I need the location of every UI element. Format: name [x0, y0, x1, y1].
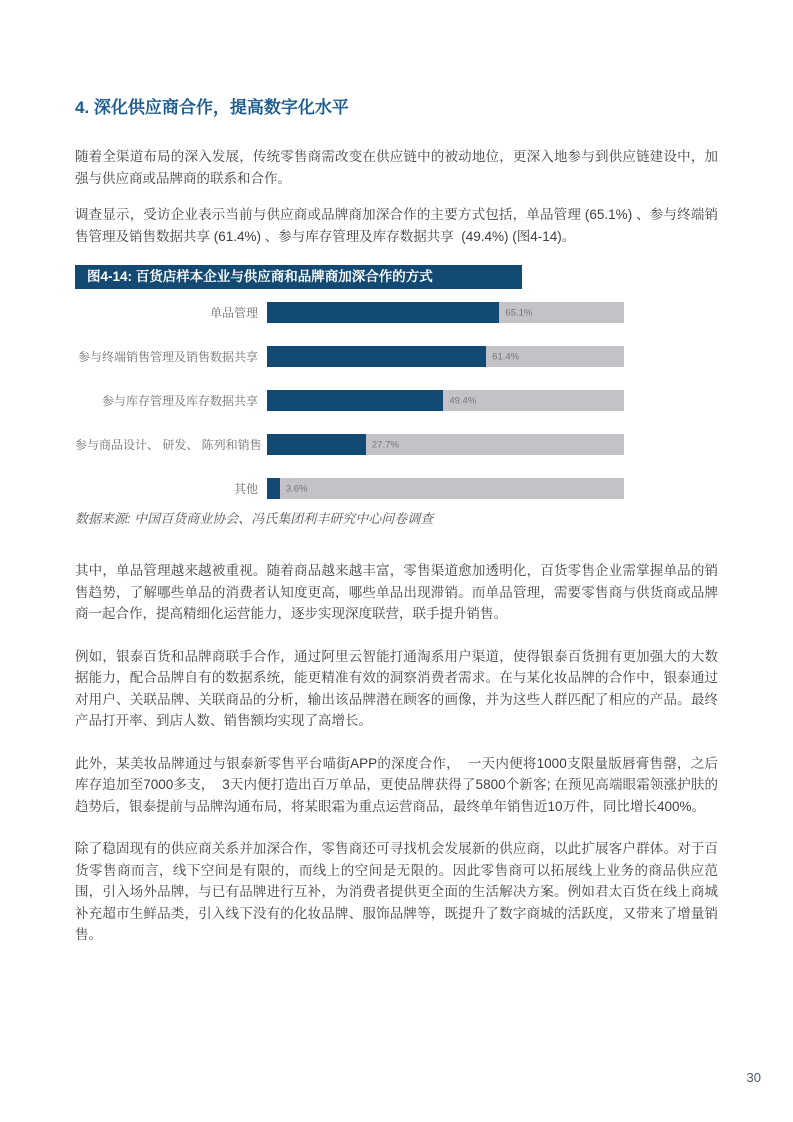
bar-fill	[267, 434, 366, 455]
bar-chart-rows	[75, 302, 718, 499]
intro-paragraph-2: 调查显示，受访企业表示当前与供应商或品牌商加深合作的主要方式包括，单品管理 (65.1%) 、参与终端销售管理及销售数据共享 (61.4%) 、参与库存管理及库存数据共享 (49.4%) (图4-14)。	[75, 207, 718, 244]
bar-track	[267, 346, 624, 367]
bar-fill	[267, 390, 443, 411]
body-paragraph-2: 例如，银泰百货和品牌商联手合作，通过阿里云智能打通淘系用户渠道，使得银泰百货拥有更加强大的大数据能力，配合品牌自有的数据系统，能更精准有效的洞察消费者需求。在与某化妆品牌的合作中，银泰通过对用户、关联品牌、关联商品的分析，输出该品牌潜在顾客的画像，并为这些人群匹配了相应的产品。最终产品打开率、到店人数、销售额均实现了高增长。	[75, 648, 718, 728]
intro-paragraph-1: 随着全渠道布局的深入发展，传统零售商需改变在供应链中的被动地位，更深入地参与到供应链建设中，加强与供应商或品牌商的联系和合作。	[75, 149, 718, 186]
bar-category-label: 其他	[233, 482, 258, 496]
page-number: 30	[746, 1070, 761, 1085]
bar-row	[75, 434, 718, 455]
chart-source-note: 数据来源: 中国百货商业协会、冯氏集团利丰研究中心问卷调查	[75, 511, 434, 526]
bar-row	[75, 390, 718, 411]
bar-row	[75, 302, 718, 323]
bar-track	[267, 434, 624, 455]
bar-value-label: 27.7%	[371, 439, 399, 450]
bar-category-label: 单品管理	[209, 306, 258, 320]
body-paragraph-4: 除了稳固现有的供应商关系并加深合作，零售商还可寻找机会发展新的供应商，以此扩展客户群体。对于百货零售商而言，线下空间是有限的，而线上的空间是无限的。因此零售商可以拓展线上业务的商品供应范围，引入场外品牌，与已有品牌进行互补，为消费者提供更全面的生活解决方案。例如君太百货在线上商城补充超市生鲜品类，引入线下没有的化妆品牌、服饰品牌等，既提升了数字商城的活跃度，又带来了增量销售。	[75, 841, 718, 942]
bar-row	[75, 346, 718, 367]
bar-row	[75, 478, 718, 499]
bar-category-label: 参与商品设计、 研发、 陈列和销售	[75, 438, 262, 452]
bar-track	[267, 478, 624, 499]
bar-value-label: 61.4%	[492, 351, 520, 362]
bar-value-label: 65.1%	[505, 307, 533, 318]
page-content	[75, 0, 718, 946]
bar-category-label: 参与终端销售管理及销售数据共享	[77, 350, 258, 364]
bar-category-label: 参与库存管理及库存数据共享	[101, 394, 258, 408]
body-paragraph-1: 其中，单品管理越来越被重视。随着商品越来越丰富，零售渠道愈加透明化，百货零售企业需掌握单品的销售趋势，了解哪些单品的消费者认知度更高，哪些单品出现滞销。而单品管理，需要零售商与供货商或品牌商一起合作，提高精细化运营能力，逐步实现深度联营，联手提升销售。	[75, 563, 718, 621]
chart-title-banner: 图4-14: 百货店样本企业与供应商和品牌商加深合作的方式	[75, 265, 522, 289]
figure-4-14	[75, 265, 718, 499]
bar-track	[267, 302, 624, 323]
bar-value-label: 3.6%	[285, 483, 308, 494]
bar-fill	[267, 346, 486, 367]
bar-value-label: 49.4%	[449, 395, 477, 406]
bar-track	[267, 390, 624, 411]
bar-fill	[267, 478, 280, 499]
section-heading: 4. 深化供应商合作，提高数字化水平	[75, 98, 349, 117]
body-paragraph-3: 此外，某美妆品牌通过与银泰新零售平台喵街APP的深度合作， 一天内便将1000支限量版唇膏售罄，之后库存追加至7000多支， 3天内便打造出百万单品，更使品牌获得了5800个新客; 在预见高端眼霜领涨护肤的趋势后，银泰提前与品牌沟通布局，将某眼霜为重点运营商品，最终单年销售近10万件，同比增长400%。	[75, 755, 718, 814]
bar-fill	[267, 302, 499, 323]
